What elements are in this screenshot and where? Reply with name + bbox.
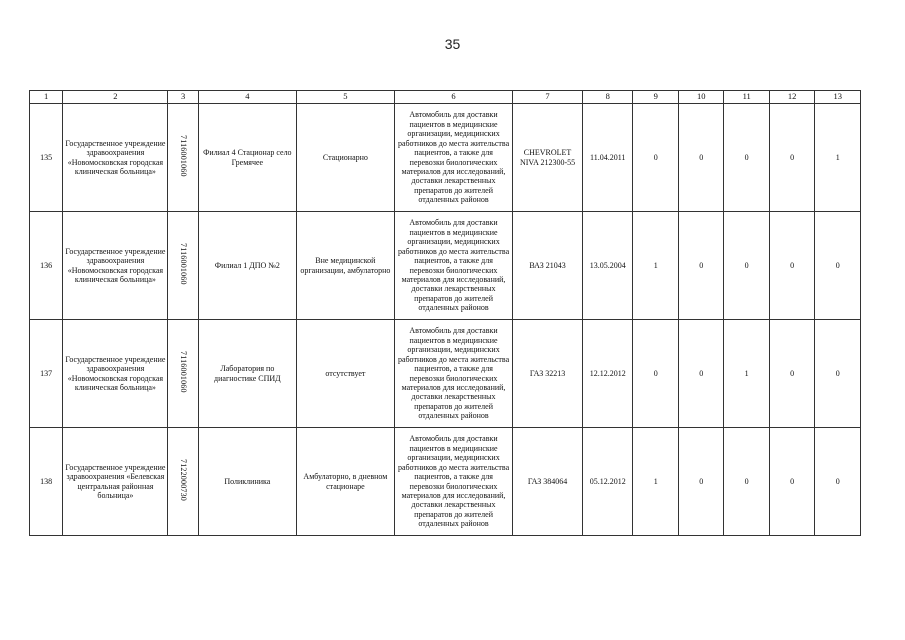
vehicle-purpose: Автомобиль для доставки пациентов в медицинские организации, медицинских работников до места жительства пациентов, а также для перевозки биологических материалов для исследований, доставки лекарственных препаратов до жителей отдаленных районов xyxy=(394,428,512,536)
vehicle-model: ГАЗ 384064 xyxy=(513,428,583,536)
vehicle-purpose: Автомобиль для доставки пациентов в медицинские организации, медицинских работников до места жительства пациентов, а также для перевозки биологических материалов для исследований, доставки лекарственных препаратов до жителей отдаленных районов xyxy=(394,104,512,212)
col-header: 5 xyxy=(296,91,394,104)
col-header: 7 xyxy=(513,91,583,104)
registration-date: 12.12.2012 xyxy=(582,320,633,428)
care-mode: Вне медицинской организации, амбулаторно xyxy=(296,212,394,320)
row-number: 135 xyxy=(30,104,63,212)
row-number: 137 xyxy=(30,320,63,428)
col-header: 8 xyxy=(582,91,633,104)
value-cell: 0 xyxy=(815,212,861,320)
table-row xyxy=(30,320,861,428)
branch-name: Филиал 1 ДПО №2 xyxy=(198,212,296,320)
value-cell: 0 xyxy=(633,320,678,428)
organization-name: Государственное учреждение здравоохранения «Белевская центральная районная больница» xyxy=(63,428,168,536)
inn-cell xyxy=(168,428,198,536)
table-row xyxy=(30,428,861,536)
value-cell: 1 xyxy=(633,212,678,320)
care-mode: Стационарно xyxy=(296,104,394,212)
value-cell: 0 xyxy=(815,428,861,536)
col-header: 11 xyxy=(724,91,769,104)
row-number: 138 xyxy=(30,428,63,536)
care-mode: Амбулаторно, в дневном стационаре xyxy=(296,428,394,536)
row-number: 136 xyxy=(30,212,63,320)
inn-cell xyxy=(168,104,198,212)
header-row xyxy=(30,91,861,104)
vehicle-model: ВАЗ 21043 xyxy=(513,212,583,320)
branch-name: Филиал 4 Стационар село Гремячее xyxy=(198,104,296,212)
organization-name: Государственное учреждение здравоохранения «Новомосковская городская клиническая больница» xyxy=(63,104,168,212)
value-cell: 0 xyxy=(815,320,861,428)
value-cell: 0 xyxy=(633,104,678,212)
branch-name: Поликлиника xyxy=(198,428,296,536)
organization-name: Государственное учреждение здравоохранения «Новомосковская городская клиническая больница» xyxy=(63,212,168,320)
table-row xyxy=(30,212,861,320)
col-header: 13 xyxy=(815,91,861,104)
value-cell: 0 xyxy=(769,428,814,536)
vehicle-register-table xyxy=(29,90,861,536)
inn-code: 7122000730 xyxy=(178,459,188,502)
value-cell: 0 xyxy=(724,104,769,212)
value-cell: 0 xyxy=(678,320,723,428)
value-cell: 0 xyxy=(678,212,723,320)
inn-cell xyxy=(168,212,198,320)
col-header: 4 xyxy=(198,91,296,104)
value-cell: 0 xyxy=(724,428,769,536)
vehicle-purpose: Автомобиль для доставки пациентов в медицинские организации, медицинских работников до места жительства пациентов, а также для перевозки биологических материалов для исследований, доставки лекарственных препаратов до жителей отдаленных районов xyxy=(394,212,512,320)
value-cell: 0 xyxy=(678,104,723,212)
table-row xyxy=(30,104,861,212)
col-header: 9 xyxy=(633,91,678,104)
col-header: 3 xyxy=(168,91,198,104)
value-cell: 0 xyxy=(769,320,814,428)
care-mode: отсутствует xyxy=(296,320,394,428)
registration-date: 13.05.2004 xyxy=(582,212,633,320)
organization-name: Государственное учреждение здравоохранения «Новомосковская городская клиническая больница» xyxy=(63,320,168,428)
vehicle-model: ГАЗ 32213 xyxy=(513,320,583,428)
page-number: 35 xyxy=(444,36,461,52)
value-cell: 1 xyxy=(724,320,769,428)
registration-date: 11.04.2011 xyxy=(582,104,633,212)
vehicle-model: CHEVROLET NIVA 212300-55 xyxy=(513,104,583,212)
inn-code: 7116001060 xyxy=(178,243,188,286)
col-header: 12 xyxy=(769,91,814,104)
col-header: 2 xyxy=(63,91,168,104)
value-cell: 0 xyxy=(769,104,814,212)
branch-name: Лаборатория по диагностике СПИД xyxy=(198,320,296,428)
registration-date: 05.12.2012 xyxy=(582,428,633,536)
value-cell: 0 xyxy=(724,212,769,320)
col-header: 1 xyxy=(30,91,63,104)
inn-code: 7116001060 xyxy=(178,135,188,178)
vehicle-purpose: Автомобиль для доставки пациентов в медицинские организации, медицинских работников до места жительства пациентов, а также для перевозки биологических материалов для исследований, доставки лекарственных препаратов до жителей отдаленных районов xyxy=(394,320,512,428)
inn-code: 7116001060 xyxy=(178,351,188,394)
value-cell: 0 xyxy=(678,428,723,536)
value-cell: 0 xyxy=(769,212,814,320)
value-cell: 1 xyxy=(815,104,861,212)
value-cell: 1 xyxy=(633,428,678,536)
col-header: 6 xyxy=(394,91,512,104)
inn-cell xyxy=(168,320,198,428)
col-header: 10 xyxy=(678,91,723,104)
